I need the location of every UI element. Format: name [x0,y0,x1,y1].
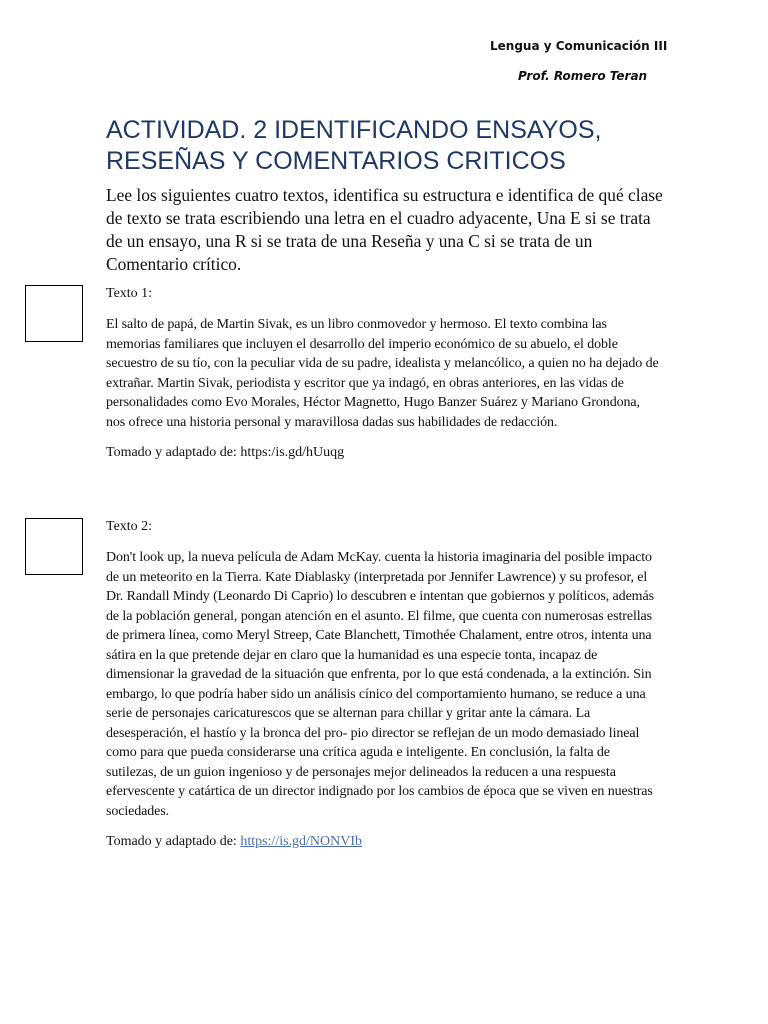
texto-1-label: Texto 1: [106,286,153,301]
texto-2-source-link[interactable]: https://is.gd/NONVIb [240,834,363,849]
answer-box-texto-1[interactable] [25,285,83,342]
course-name: Lengua y Comunicación III [490,39,668,53]
texto-2-source [106,833,662,851]
professor-name: Prof. Romero Teran [518,69,648,83]
texto-1-body: El salto de papá, de Martin Sivak, es un libro conmovedor y hermoso. El texto combina las memorias familiares que incluyen el desarrollo del imperio económico de su abuelo, el doble secuestro de su tío, con la peculiar vida de su padre, idealista y melancólico, a quien no ha dejado de extrañar. Martin Sivak, periodista y escritor que ya indagó, en obras anteriores, en las vidas de personalidades como Evo Morales, Héctor Magnetto, Hugo Banzer Suárez y Mariano Grondona, nos ofrece una historia personal y maravillosa dadas sus habilidades de redacción. [106,317,659,430]
texto-2-body: Don't look up, la nueva película de Adam McKay. cuenta la historia imaginaria del posible impacto de un meteorito en la Tierra. Kate Diablasky (interpretada por Jennifer Lawrence) y su profesor, el Dr. Randall Mindy (Leonardo Di Caprio) lo descubren e intentan que gobiernos y políticos, además de la población general, pongan atención en el asunto. El filme, que cuenta con numerosas estrellas de primera línea, como Meryl Streep, Cate Blanchett, Timothée Chalament, entre otros, intenta una sátira en la que pretende dejar en claro que la humanidad es una especie tonta, incapaz de dimensionar la gravedad de la situación que enfrenta, por lo que está condenada, a la extinción. Sin embargo, lo que podría haber sido un análisis cínico del comportamiento humano, se reduce a una serie de personajes caricaturescos que se alternan para chillar y gritar ante la cámara. La desesperación, el hastío y la bronca del pro- pio director se reflejan de un modo demasiado lineal como para que pueda considerarse una crítica aguda e inteligente. En conclusión, la falta de sutilezas, de un guion ingenioso y de personajes mejor delineados la reducen a una respuesta efervescente y catártica de un director indignado por los cambios de época que se viven en nuestras sociedades. [106,550,654,819]
texto-1-source-url: https:/is.gd/hUuqg [240,445,345,460]
texto-1-section [106,285,662,462]
answer-box-texto-2[interactable] [25,518,83,575]
activity-title: ACTIVIDAD. 2 IDENTIFICANDO ENSAYOS, RESEÑAS Y COMENTARIOS CRITICOS [106,116,602,175]
texto-2-label: Texto 2: [106,519,153,534]
texto-1-source-prefix: Tomado y adaptado de: [106,445,241,460]
instructions-paragraph: Lee los siguientes cuatro textos, identifica su estructura e identifica de qué clase de texto se trata escribiendo una letra en el cuadro adyacente, Una E si se trata de un ensayo, una R si se trata de una Reseña y una C si se trata de un Comentario crítico. [106,185,663,274]
texto-2-section [106,518,662,851]
texto-1-source [106,444,662,462]
texto-2-source-prefix: Tomado y adaptado de: [106,834,241,849]
